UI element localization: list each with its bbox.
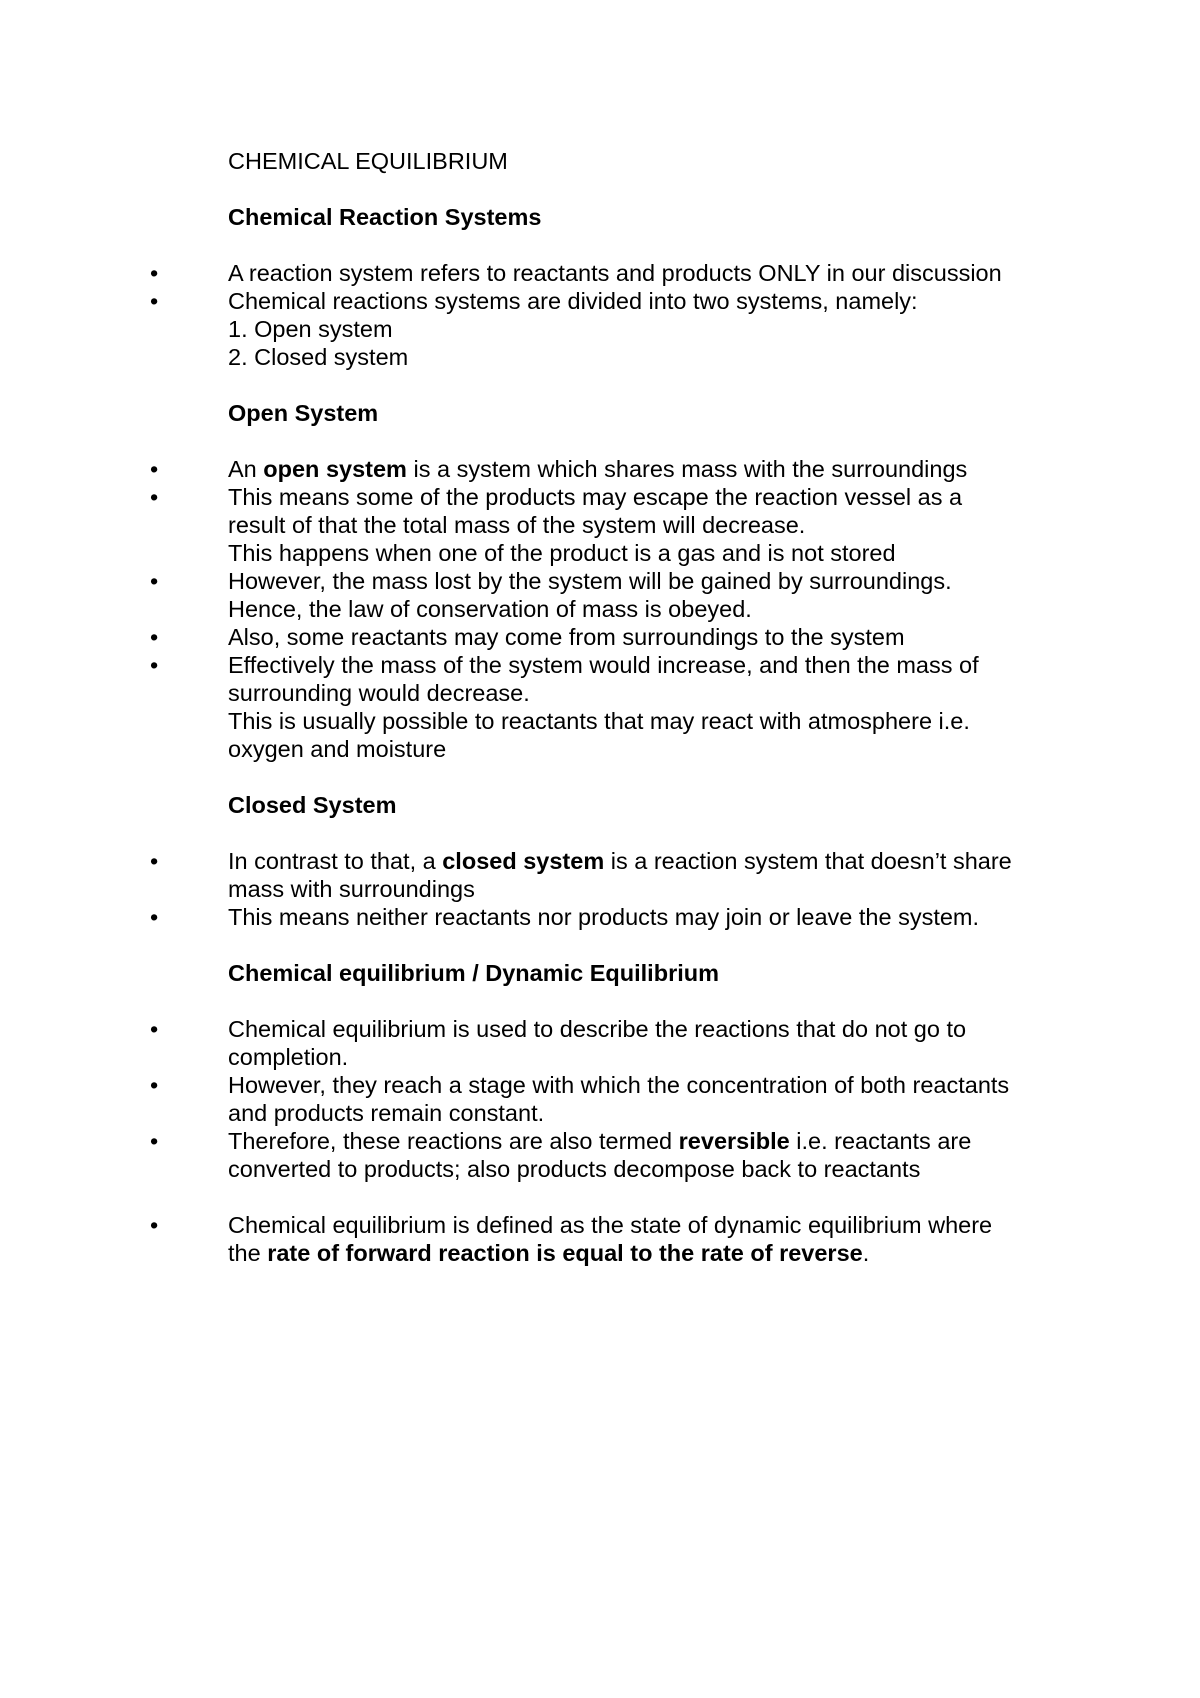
list-item: • However, they reach a stage with which the concentration of both reactants and products remain constant.	[150, 1072, 1010, 1126]
document-title: CHEMICAL EQUILIBRIUM	[228, 148, 508, 174]
heading-closed-system: Closed System	[228, 792, 397, 818]
bullet-glyph: •	[150, 456, 159, 482]
list-item: • In contrast to that, a closed system is a reaction system that doesn’t share mass with surroundings	[150, 848, 1012, 902]
bullet-glyph: •	[150, 1072, 159, 1098]
heading-reaction-systems: Chemical Reaction Systems	[228, 204, 542, 230]
list-item: • This means neither reactants nor products may join or leave the system.	[150, 904, 980, 930]
bullet-glyph: •	[150, 1212, 159, 1238]
list-item: • However, the mass lost by the system will be gained by surroundings. Hence, the law of conservation of mass is obeyed.	[150, 568, 952, 622]
list-item: • Therefore, these reactions are also termed reversible i.e. reactants are converted to products; also products decompose back to reactants	[150, 1128, 972, 1182]
bold-term: reversible	[678, 1128, 790, 1154]
bullet-glyph: •	[150, 848, 159, 874]
bullet-glyph: •	[150, 260, 159, 286]
bold-term: closed system	[442, 848, 605, 874]
list-item: • A reaction system refers to reactants and products ONLY in our discussion	[150, 260, 1002, 286]
list-item: • Chemical equilibrium is used to describe the reactions that do not go to completion.	[150, 1016, 967, 1070]
bullet-glyph: •	[150, 624, 159, 650]
bold-term: open system	[263, 456, 407, 482]
numbered-item: 1. Open system	[228, 316, 393, 342]
bullet-glyph: •	[150, 484, 159, 510]
list-item: • Chemical equilibrium is defined as the state of dynamic equilibrium where the rate of forward reaction is equal to the rate of reverse.	[150, 1212, 993, 1266]
bullet-glyph: •	[150, 1016, 159, 1042]
heading-open-system: Open System	[228, 400, 379, 426]
bullet-glyph: •	[150, 1128, 159, 1154]
list-item: • Effectively the mass of the system would increase, and then the mass of surrounding would decrease. This is usually possible to reactants that may react with atmosphere i.e. oxygen and moisture	[150, 652, 979, 762]
bullet-glyph: •	[150, 652, 159, 678]
list-item: • An open system is a system which shares mass with the surroundings	[150, 456, 968, 482]
list-item: • This means some of the products may escape the reaction vessel as a result of that the total mass of the system will decrease. This happens when one of the product is a gas and is not stored	[150, 484, 963, 566]
bold-term: rate of forward reaction is equal to the rate of reverse	[267, 1240, 863, 1266]
document-body	[150, 147, 1088, 1267]
bullet-glyph: •	[150, 904, 159, 930]
bullet-glyph: •	[150, 288, 159, 314]
heading-dynamic-equilibrium: Chemical equilibrium / Dynamic Equilibrium	[228, 960, 719, 986]
numbered-item: 2. Closed system	[228, 344, 409, 370]
bullet-glyph: •	[150, 568, 159, 594]
list-item: • Also, some reactants may come from surroundings to the system	[150, 624, 905, 650]
list-item: • Chemical reactions systems are divided into two systems, namely: 1. Open system 2. Closed system	[228, 287, 1088, 371]
